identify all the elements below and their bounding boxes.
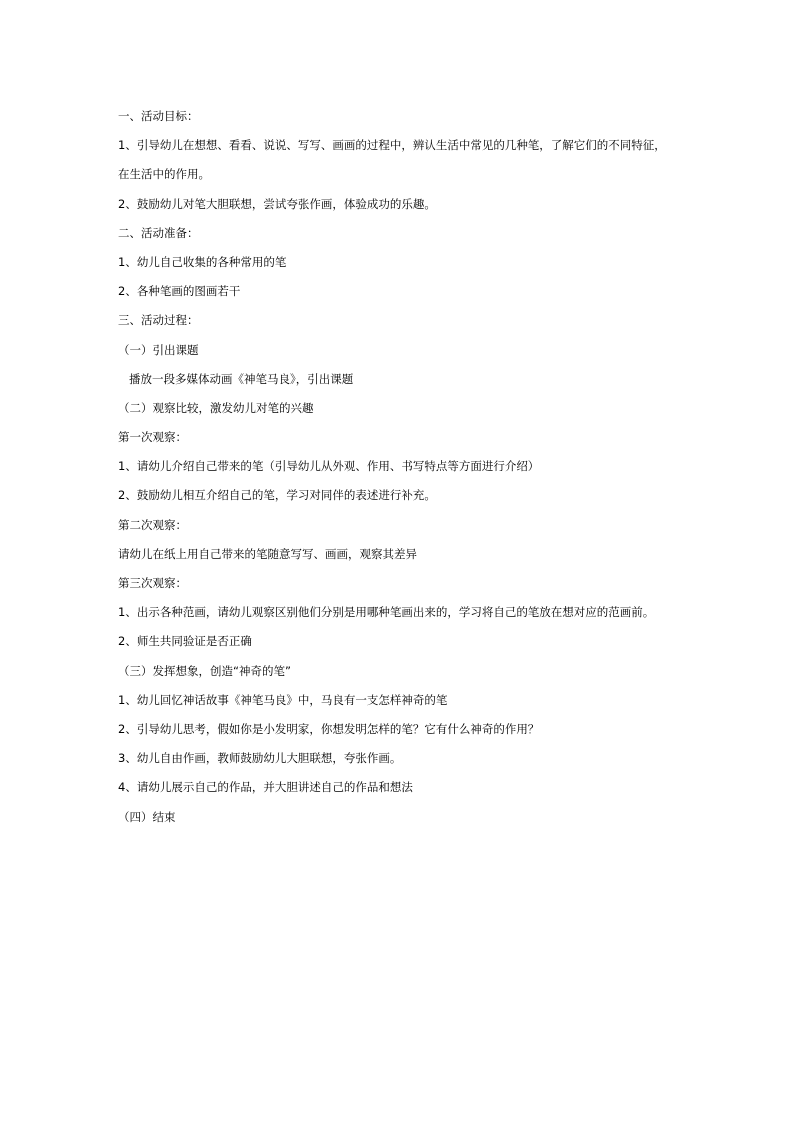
paragraph-line: 2、引导幼儿思考，假如你是小发明家，你想发明怎样的笔？它有什么神奇的作用？ — [118, 721, 540, 736]
paragraph-line: 1、引导幼儿在想想、看看、说说、写写、画画的过程中，辨认生活中常见的几种笔，了解它们的不同特征， — [118, 138, 666, 153]
paragraph-line: 第三次观察： — [118, 576, 187, 590]
paragraph-line: 播放一段多媒体动画《神笔马良》，引出课题 — [129, 371, 354, 386]
section-heading-process: 三、活动过程： — [118, 313, 199, 328]
subsection-heading: （三）发挥想象，创造“神奇的笔” — [118, 663, 291, 678]
paragraph-line: 第二次观察： — [118, 517, 187, 532]
paragraph-line: 1、幼儿回忆神话故事《神笔马良》中，马良有一支怎样神奇的笔 — [118, 692, 448, 707]
document-body — [118, 102, 688, 832]
paragraph-line: 1、幼儿自己收集的各种常用的笔 — [118, 254, 287, 269]
section-heading-goals: 一、活动目标： — [118, 109, 199, 123]
subsection-heading: （一）引出课题 — [118, 342, 199, 357]
paragraph-line: 2、鼓励幼儿相互介绍自己的笔，学习对同伴的表述进行补充。 — [118, 488, 436, 503]
paragraph-line: 第一次观察： — [118, 430, 187, 445]
paragraph-line: 2、各种笔画的图画若干 — [118, 284, 241, 299]
paragraph-line: 1、出示各种范画，请幼儿观察区别他们分别是用哪种笔画出来的，学习将自己的笔放在想对应的范画前。 — [118, 605, 655, 620]
paragraph-line: 2、鼓励幼儿对笔大胆联想，尝试夸张作画，体验成功的乐趣。 — [118, 196, 436, 211]
subsection-heading: （四）结束 — [118, 809, 176, 824]
paragraph-line: 3、幼儿自由作画，教师鼓励幼儿大胆联想，夸张作画。 — [118, 751, 402, 766]
paragraph-line: 2、师生共同验证是否正确 — [118, 634, 252, 649]
subsection-heading: （二）观察比较，激发幼儿对笔的兴趣 — [118, 400, 314, 415]
paragraph-line: 4、请幼儿展示自己的作品，并大胆讲述自己的作品和想法 — [118, 780, 413, 795]
section-heading-preparation: 二、活动准备： — [118, 225, 199, 240]
paragraph-line: 请幼儿在纸上用自己带来的笔随意写写、画画，观察其差异 — [118, 546, 417, 561]
paragraph-line: 1、请幼儿介绍自己带来的笔（引导幼儿从外观、作用、书写特点等方面进行介绍） — [118, 459, 540, 474]
paragraph-line: 在生活中的作用。 — [118, 167, 210, 182]
